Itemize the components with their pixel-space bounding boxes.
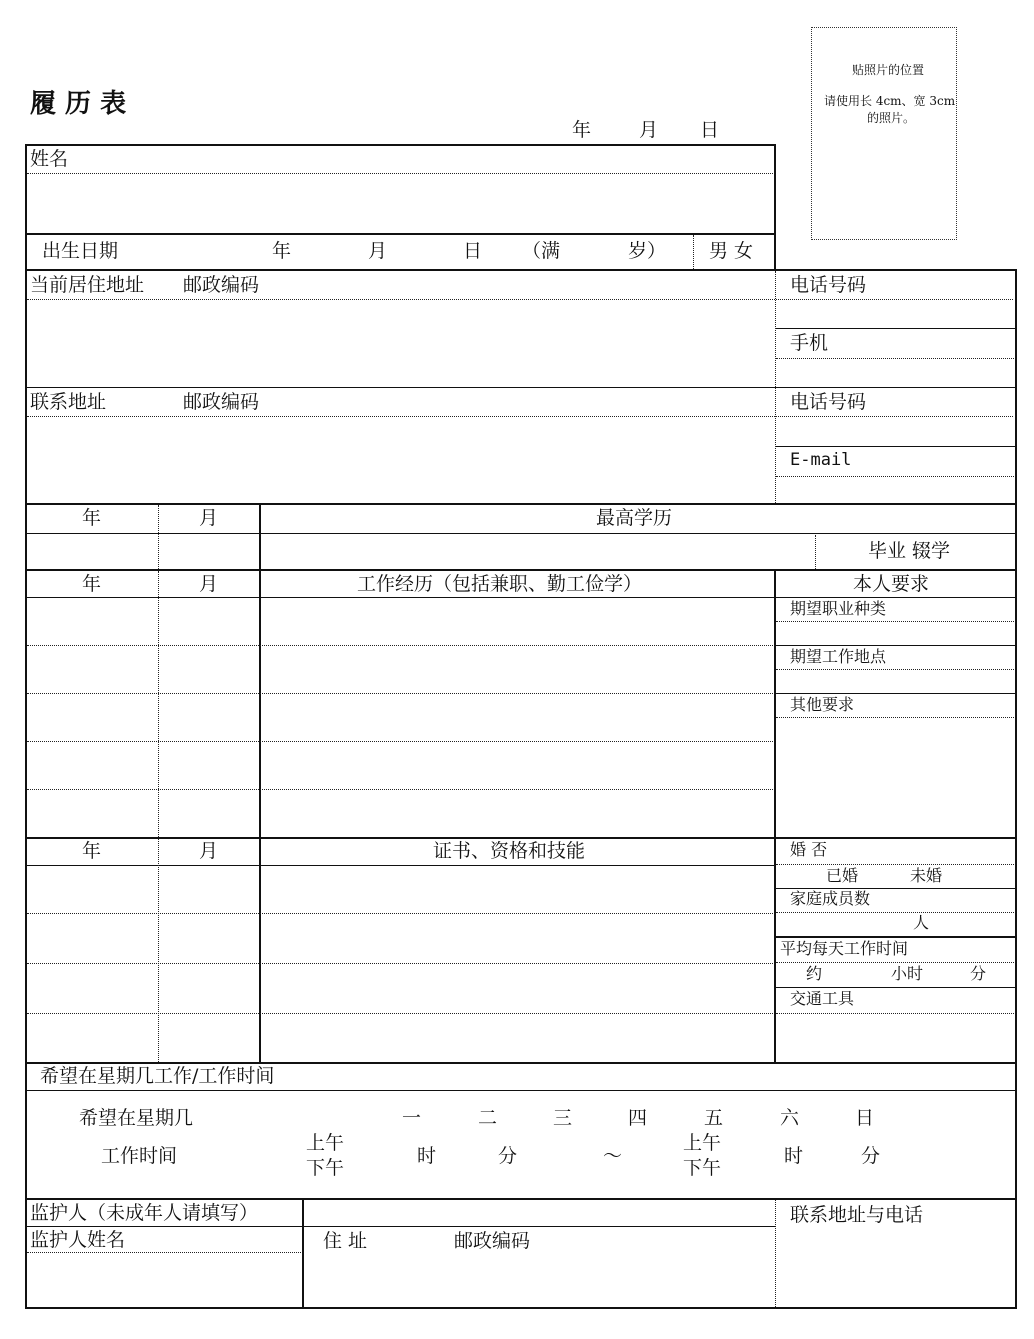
- edu-month-header: 月: [199, 507, 219, 529]
- married-option[interactable]: 已婚: [826, 866, 859, 885]
- day-thu[interactable]: 四: [628, 1107, 648, 1129]
- contact-postal-label: 邮政编码: [183, 391, 260, 413]
- date-day-label: 日: [700, 119, 720, 141]
- unmarried-option[interactable]: 未婚: [910, 866, 943, 885]
- work-month-header: 月: [199, 573, 219, 595]
- form-title: 履 历 表: [30, 89, 127, 119]
- cert-header: 证书、资格和技能: [433, 840, 586, 862]
- end-pm[interactable]: 下午: [683, 1157, 722, 1179]
- schedule-header: 希望在星期几工作/工作时间: [40, 1065, 275, 1087]
- day-wed[interactable]: 三: [553, 1107, 573, 1129]
- guardian-name-label: 监护人姓名: [30, 1229, 126, 1251]
- date-month-label: 月: [639, 119, 659, 141]
- minutes-unit: 分: [970, 964, 987, 983]
- hours-unit: 小时: [891, 964, 924, 983]
- other-requirements-label: 其他要求: [790, 695, 855, 714]
- marital-label: 婚 否: [790, 840, 828, 859]
- cert-month-header: 月: [199, 840, 219, 862]
- start-minute-unit: 分: [498, 1145, 518, 1167]
- photo-size-note: 请使用长 4cm、宽 3cm: [824, 94, 956, 108]
- weekday-label: 希望在星期几: [79, 1107, 194, 1129]
- day-sun[interactable]: 日: [855, 1107, 875, 1129]
- photo-placeholder[interactable]: [811, 27, 957, 240]
- day-mon[interactable]: 一: [402, 1107, 422, 1129]
- gender-options[interactable]: 男 女: [709, 240, 754, 262]
- end-am[interactable]: 上午: [683, 1132, 722, 1154]
- current-postal-label: 邮政编码: [183, 274, 260, 296]
- guardian-header: 监护人（未成年人请填写）: [30, 1202, 259, 1224]
- photo-size-note-2: 的照片。: [867, 111, 916, 125]
- birth-day-label: 日: [463, 240, 483, 262]
- about-label: 约: [806, 964, 823, 983]
- start-pm[interactable]: 下午: [306, 1157, 345, 1179]
- work-year-header: 年: [82, 573, 102, 595]
- guardian-address-label: 住 址: [323, 1230, 368, 1252]
- current-address-label: 当前居住地址: [30, 274, 145, 296]
- daily-hours-label: 平均每天工作时间: [780, 939, 909, 958]
- requirements-header: 本人要求: [853, 573, 930, 595]
- contact-phone-label: 电话号码: [790, 391, 867, 413]
- cert-year-header: 年: [82, 840, 102, 862]
- persons-unit: 人: [913, 913, 930, 932]
- time-range-tilde: ～: [603, 1145, 623, 1167]
- name-label: 姓名: [30, 148, 69, 170]
- birth-label: 出生日期: [42, 240, 119, 262]
- current-phone-label: 电话号码: [790, 274, 867, 296]
- mobile-label: 手机: [790, 332, 829, 354]
- contact-address-label: 联系地址: [30, 391, 107, 413]
- start-hour-unit: 时: [417, 1145, 437, 1167]
- work-header: 工作经历（包括兼职、勤工俭学）: [357, 573, 643, 595]
- guardian-postal-label: 邮政编码: [454, 1230, 531, 1252]
- day-tue[interactable]: 二: [478, 1107, 498, 1129]
- graduation-status[interactable]: 毕业 辍学: [868, 540, 951, 562]
- transport-label: 交通工具: [790, 989, 855, 1008]
- end-hour-unit: 时: [784, 1145, 804, 1167]
- day-fri[interactable]: 五: [704, 1107, 724, 1129]
- edu-year-header: 年: [82, 507, 102, 529]
- work-time-label: 工作时间: [101, 1145, 178, 1167]
- family-count-label: 家庭成员数: [790, 889, 871, 908]
- edu-header: 最高学历: [596, 507, 673, 529]
- photo-caption: 贴照片的位置: [852, 63, 925, 77]
- birth-year-label: 年: [272, 240, 292, 262]
- location-label: 期望工作地点: [790, 647, 887, 666]
- job-type-label: 期望职业种类: [790, 599, 887, 618]
- name-field[interactable]: [28, 175, 772, 233]
- birth-month-label: 月: [368, 240, 388, 262]
- day-sat[interactable]: 六: [780, 1107, 800, 1129]
- guardian-contact-label: 联系地址与电话: [790, 1204, 924, 1226]
- start-am[interactable]: 上午: [306, 1132, 345, 1154]
- age-close-label: 岁）: [628, 240, 667, 262]
- date-year-label: 年: [572, 119, 592, 141]
- email-label: E-mail: [790, 450, 852, 470]
- end-minute-unit: 分: [861, 1145, 881, 1167]
- age-open-label: （满: [522, 240, 561, 262]
